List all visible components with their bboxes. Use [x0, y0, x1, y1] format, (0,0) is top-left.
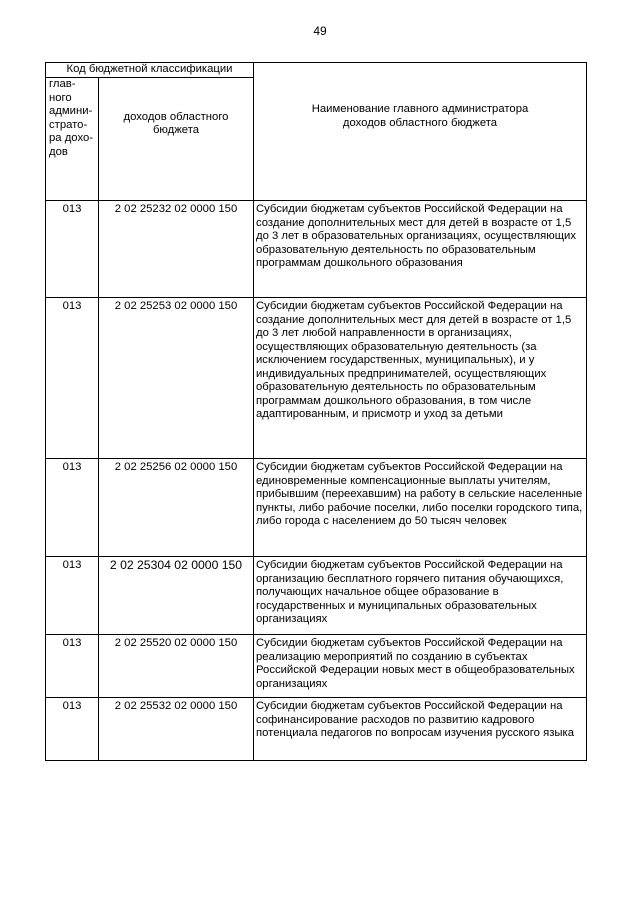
- header-main-administrator: глав- ного админи- страто- ра дохо- дов: [46, 78, 99, 201]
- income-name-cell: Субсидии бюджетам субъектов Российской Федерации на создание дополнительных мест для детей в возрасте от 1,5 до 3 лет в образовательных организациях, осуществляющих образовательную деятельность по образовательным программам дошкольного образования: [254, 201, 587, 298]
- admin-code-cell: 013: [46, 698, 99, 761]
- income-name-cell: Субсидии бюджетам субъектов Российской Федерации на создание дополнительных мест для детей в возрасте от 1,5 до 3 лет любой направленности в организациях, осуществляющих образовательную деятельность (за исключением государственных, муниципальных), и у индивидуальных предпринимателей, осуществляющих образовательную деятельность по образовательным программам дошкольного образования, в том числе адаптированным, и присмотр и уход за детьми: [254, 298, 587, 459]
- income-code-cell: 2 02 25256 02 0000 150: [99, 459, 254, 557]
- table-row: [46, 698, 587, 761]
- admin-code-cell: 013: [46, 635, 99, 698]
- income-name-cell: Субсидии бюджетам субъектов Российской Федерации на софинансирование расходов по развитию кадрового потенциала педагогов по вопросам изучения русского языка: [254, 698, 587, 761]
- header-regional-income: доходов областного бюджета: [99, 78, 254, 201]
- budget-classification-table: [45, 62, 587, 761]
- page-number: 49: [313, 24, 327, 38]
- income-code-cell: 2 02 25304 02 0000 150: [99, 557, 254, 635]
- income-code-cell: 2 02 25232 02 0000 150: [99, 201, 254, 298]
- table-row: [46, 298, 587, 459]
- income-name-cell: Субсидии бюджетам субъектов Российской Федерации на реализацию мероприятий по созданию в субъектах Российской Федерации новых мест в общеобразовательных организациях: [254, 635, 587, 698]
- table-row: [46, 557, 587, 635]
- income-code-cell: 2 02 25520 02 0000 150: [99, 635, 254, 698]
- income-name-cell: Субсидии бюджетам субъектов Российской Федерации на организацию бесплатного горячего питания обучающихся, получающих начальное общее образование в государственных и муниципальных образовательных организациях: [254, 557, 587, 635]
- admin-code-cell: 013: [46, 298, 99, 459]
- admin-code-cell: 013: [46, 459, 99, 557]
- income-code-cell: 2 02 25532 02 0000 150: [99, 698, 254, 761]
- table-row: [46, 459, 587, 557]
- table-row: [46, 635, 587, 698]
- table-row: [46, 201, 587, 298]
- header-budget-classification-code: Код бюджетной классификации: [46, 63, 254, 78]
- header-administrator-name: Наименование главного администратора доходов областного бюджета: [254, 63, 587, 201]
- income-name-cell: Субсидии бюджетам субъектов Российской Федерации на единовременные компенсационные выплаты учителям, прибывшим (переехавшим) на работу в сельские населенные пункты, либо рабочие поселки, либо поселки городского типа, либо города с населением до 50 тысяч человек: [254, 459, 587, 557]
- header-row-group: [46, 63, 587, 78]
- admin-code-cell: 013: [46, 201, 99, 298]
- income-code-cell: 2 02 25253 02 0000 150: [99, 298, 254, 459]
- admin-code-cell: 013: [46, 557, 99, 635]
